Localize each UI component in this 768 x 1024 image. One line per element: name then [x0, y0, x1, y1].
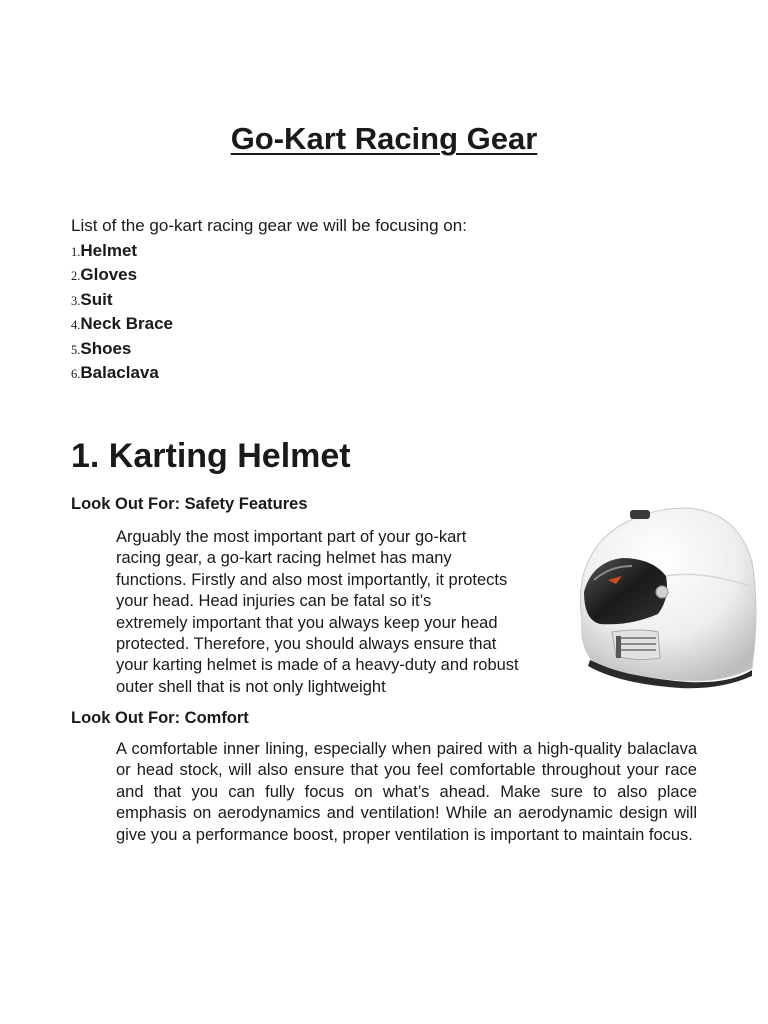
list-item-number: 2.: [71, 269, 81, 284]
paragraph-line: functions. Firstly and also most importantly, it protects: [116, 570, 508, 589]
list-item-label: Gloves: [80, 265, 138, 285]
gear-list: [71, 240, 173, 386]
list-item-number: 3.: [71, 293, 81, 308]
list-item-label: Neck Brace: [80, 314, 173, 334]
list-item-label: Helmet: [80, 241, 138, 260]
section-heading-karting-helmet: 1. Karting Helmet: [71, 437, 351, 475]
subheading-comfort: Look Out For: Comfort: [71, 709, 249, 727]
list-item-label: Suit: [80, 289, 113, 309]
comfort-paragraph: A comfortable inner lining, especially when paired with a high-quality balaclava or head stock, will also ensure that you feel comfortable throughout your race and that you can fully focus on what’s ahead. Make sure to also place emphasis on aerodynamics and ventilation! While an aerodynamic design will give you a performance boost, proper ventilation is important to maintain focus.: [116, 740, 697, 844]
paragraph-line: Arguably the most important part of your go-kart: [116, 528, 467, 546]
paragraph-line: your karting helmet is made of a heavy-duty and robust: [116, 656, 519, 675]
list-item-label: Balaclava: [80, 362, 159, 382]
subheading-safety-features: Look Out For: Safety Features: [71, 495, 308, 513]
list-item-number: 4.: [71, 318, 81, 333]
list-item: [71, 240, 173, 264]
helmet-icon: [570, 500, 758, 690]
list-item: [71, 264, 173, 288]
list-item: [71, 313, 173, 337]
paragraph-line: protected. Therefore, you should always ensure that: [116, 635, 497, 654]
paragraph-line: extremely important that you always keep your head: [116, 613, 498, 632]
paragraph-line: racing gear, a go-kart racing helmet has many: [116, 549, 452, 568]
list-item-label: Shoes: [80, 338, 132, 358]
paragraph-line: outer shell that is not only lightweight: [116, 677, 386, 696]
intro-text: List of the go-kart racing gear we will be focusing on:: [71, 216, 467, 235]
list-item-number: 5.: [71, 342, 81, 357]
list-item-number: 6.: [71, 366, 81, 381]
list-item: [71, 338, 173, 362]
list-item: [71, 362, 173, 386]
safety-paragraph: [116, 527, 556, 698]
list-item: [71, 289, 173, 313]
list-item-number: 1.: [71, 245, 81, 259]
paragraph-line: your head. Head injuries can be fatal so it’s: [116, 592, 432, 611]
document-title: Go-Kart Racing Gear: [230, 121, 538, 156]
